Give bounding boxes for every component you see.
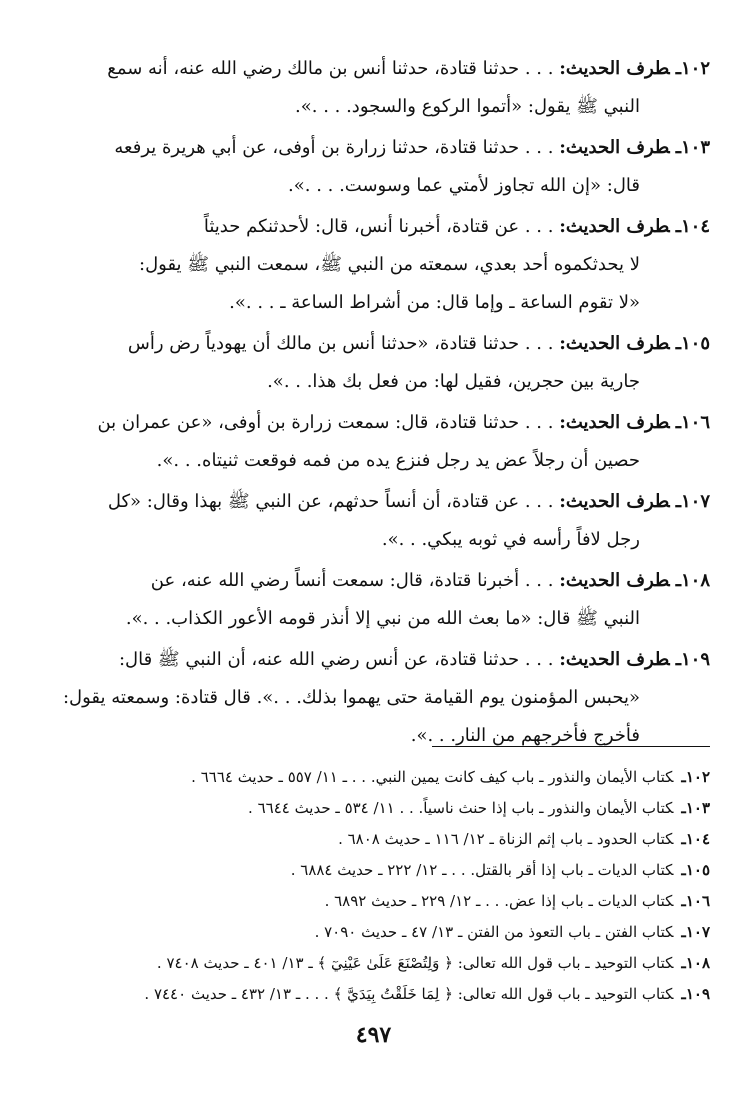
entry-heading: طرف الحديث: <box>559 570 670 591</box>
entry-text: حصين أن رجلاً عض يد رجل فنزع يده من فمه فوقعت ثنيتاه. . .». <box>156 450 640 471</box>
entry-text: قال: «إن الله تجاوز لأمتي عما وسوست. . . .». <box>288 175 640 196</box>
entry-text: . . . حدثنا قتادة، عن أنس رضي الله عنه، أن النبي ﷺ قال: <box>118 649 554 670</box>
hadith-entry <box>60 50 710 126</box>
entry-heading: طرف الحديث: <box>559 216 670 237</box>
hadith-entry <box>60 483 710 559</box>
entry-text: «يحبس المؤمنون يوم القيامة حتى يهموا بذلك. . .». قال قتادة: وسمعته يقول: <box>62 687 640 708</box>
entry-number: ١٠٨ـ <box>675 570 710 591</box>
entry-heading: طرف الحديث: <box>559 491 670 512</box>
footnote <box>60 824 710 855</box>
entry-number: ١٠٤ـ <box>675 216 710 237</box>
hadith-list <box>60 50 710 758</box>
footnote <box>60 762 710 793</box>
hadith-entry <box>60 325 710 401</box>
entry-text: . . . حدثنا قتادة، قال: سمعت زرارة بن أوفى، «عن عمران بن <box>97 412 554 433</box>
hadith-entry <box>60 208 710 322</box>
footnote-number: ١٠٣ـ <box>681 799 710 817</box>
footnote-text: كتاب الأيمان والنذور ـ باب إذا حنث ناسياً. . . ١١/ ٥٣٤ ـ حديث ٦٦٤٤ . <box>248 799 674 817</box>
footnote-text: كتاب الحدود ـ باب إثم الزناة ـ ١٢/ ١١٦ ـ حديث ٦٨٠٨ . <box>338 830 674 848</box>
footnote-text: كتاب التوحيد ـ باب قول الله تعالى: ﴿ وَلِتُصْنَعَ عَلَىٰ عَيْنِيٓ ﴾ ـ ١٣/ ٤٠١ ـ حديث ٧٤٠٨ . <box>156 954 674 972</box>
entry-text: لا يحدثكموه أحد بعدي، سمعته من النبي ﷺ، سمعت النبي ﷺ يقول: <box>139 254 640 275</box>
entry-heading: طرف الحديث: <box>559 649 670 670</box>
footnote-number: ١٠٢ـ <box>681 768 710 786</box>
entry-heading: طرف الحديث: <box>559 412 670 433</box>
footnote-number: ١٠٧ـ <box>681 923 710 941</box>
hadith-entry <box>60 562 710 638</box>
entry-text: . . . حدثنا قتادة، «حدثنا أنس بن مالك أن يهودياً رض رأس <box>127 333 554 354</box>
footnote-number: ١٠٥ـ <box>681 861 710 879</box>
footnote <box>60 948 710 979</box>
entry-text: «لا تقوم الساعة ـ وإما قال: من أشراط الساعة ـ . . .». <box>229 292 640 313</box>
entry-heading: طرف الحديث: <box>559 137 670 158</box>
footnote-number: ١٠٦ـ <box>681 892 710 910</box>
entry-text: . . . عن قتادة، أن أنساً حدثهم، عن النبي ﷺ بهذا وقال: «كل <box>107 491 554 512</box>
entry-heading: طرف الحديث: <box>559 333 670 354</box>
entry-text: فأخرج فأخرجهم من النار. . .». <box>410 725 640 746</box>
footnote <box>60 979 710 1010</box>
footnote <box>60 855 710 886</box>
hadith-entry <box>60 404 710 480</box>
footnote-number: ١٠٩ـ <box>681 985 710 1003</box>
entry-text: . . . عن قتادة، أخبرنا أنس، قال: لأحدثنكم حديثاً <box>203 216 554 237</box>
hadith-entry <box>60 641 710 755</box>
footnote-number: ١٠٨ـ <box>681 954 710 972</box>
entry-text: النبي ﷺ قال: «ما بعث الله من نبي إلا أنذر قومه الأعور الكذاب. . .». <box>125 608 640 629</box>
footnote <box>60 793 710 824</box>
footnote-text: كتاب الأيمان والنذور ـ باب كيف كانت يمين النبي. . . ـ ١١/ ٥٥٧ ـ حديث ٦٦٦٤ . <box>191 768 674 786</box>
footnotes <box>60 762 710 1010</box>
hadith-entry <box>60 129 710 205</box>
entry-text: جارية بين حجرين، فقيل لها: من فعل بك هذا. . .». <box>267 371 640 392</box>
footnote-text: كتاب الديات ـ باب إذا عض. . . ـ ١٢/ ٢٢٩ ـ حديث ٦٨٩٢ . <box>324 892 674 910</box>
footnote-text: كتاب الديات ـ باب إذا أقر بالقتل. . . ـ ١٢/ ٢٢٢ ـ حديث ٦٨٨٤ . <box>290 861 674 879</box>
entry-number: ١٠٣ـ <box>675 137 710 158</box>
footnote <box>60 886 710 917</box>
entry-number: ١٠٩ـ <box>675 649 710 670</box>
page-number: ٤٩٧ <box>355 1022 392 1048</box>
footnote-divider <box>432 746 710 747</box>
entry-number: ١٠٢ـ <box>675 58 710 79</box>
footnote-number: ١٠٤ـ <box>681 830 710 848</box>
footnote-text: كتاب الفتن ـ باب التعوذ من الفتن ـ ١٣/ ٤٧ ـ حديث ٧٠٩٠ . <box>314 923 674 941</box>
footnote-text: كتاب التوحيد ـ باب قول الله تعالى: ﴿ لِمَا خَلَقْتُ بِيَدَيَّ ﴾ . . . ـ ١٣/ ٤٣٢ ـ حديث ٧٤٤٠ . <box>144 985 674 1003</box>
entry-number: ١٠٥ـ <box>675 333 710 354</box>
entry-number: ١٠٦ـ <box>675 412 710 433</box>
entry-text: . . . حدثنا قتادة، حدثنا زرارة بن أوفى، عن أبي هريرة يرفعه <box>114 137 554 158</box>
entry-text: النبي ﷺ يقول: «أتموا الركوع والسجود. . . .». <box>295 96 640 117</box>
entry-text: . . . حدثنا قتادة، حدثنا أنس بن مالك رضي الله عنه، أنه سمع <box>107 58 554 79</box>
entry-text: . . . أخبرنا قتادة، قال: سمعت أنساً رضي الله عنه، عن <box>150 570 554 591</box>
entry-heading: طرف الحديث: <box>559 58 670 79</box>
entry-number: ١٠٧ـ <box>675 491 710 512</box>
footnote <box>60 917 710 948</box>
entry-text: رجل لافاً رأسه في ثوبه يبكي. . .». <box>381 529 640 550</box>
